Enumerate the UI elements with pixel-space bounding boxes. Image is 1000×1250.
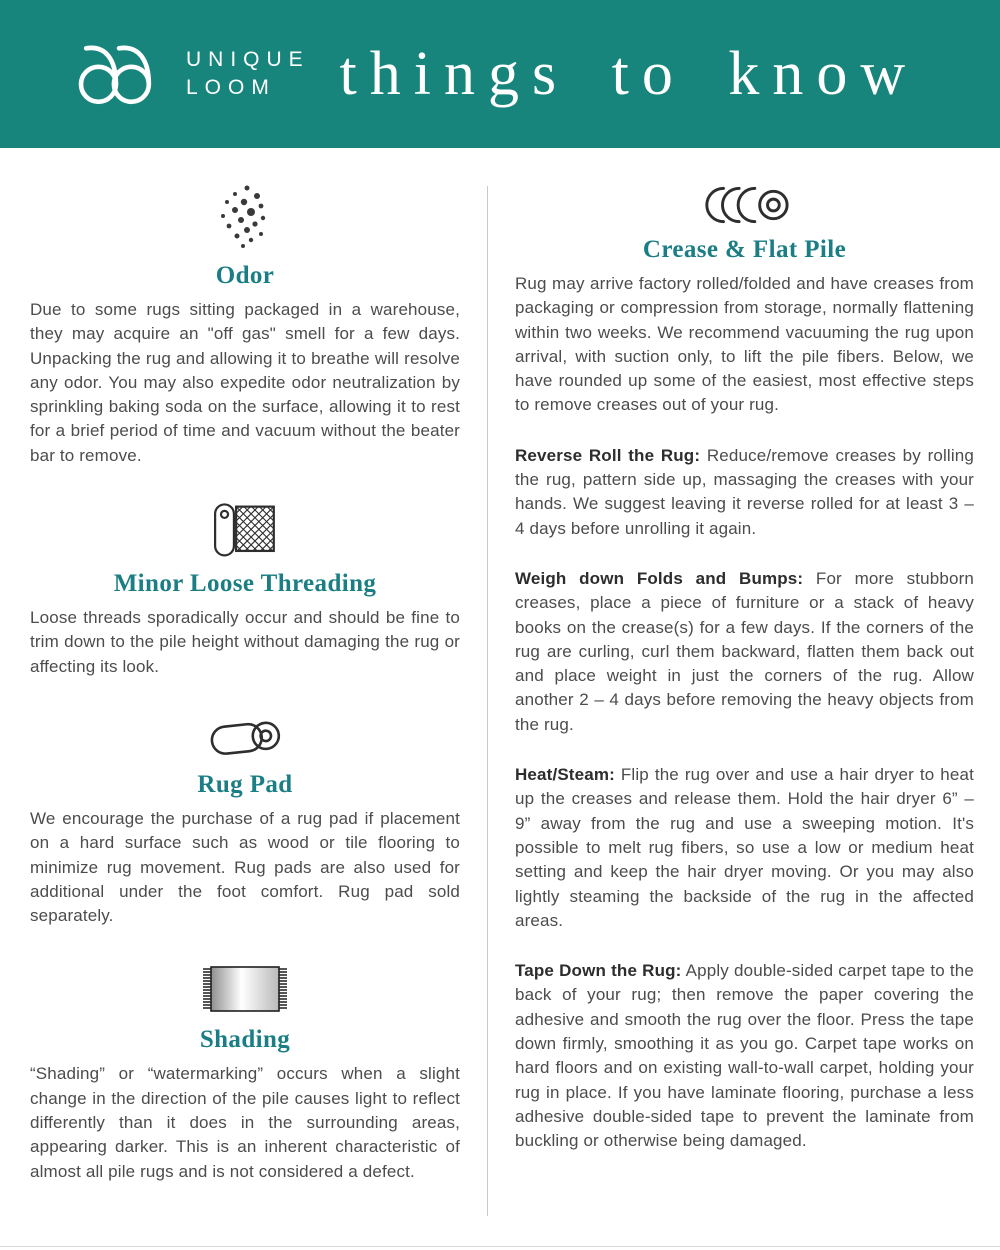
column-divider bbox=[487, 186, 488, 1216]
rolled-rug-spiral-icon bbox=[515, 182, 974, 228]
shaded-rug-icon bbox=[30, 960, 460, 1018]
step-weigh-down-label: Weigh down Folds and Bumps: bbox=[515, 568, 804, 588]
section-heading-threading: Minor Loose Threading bbox=[113, 570, 377, 598]
step-heat-steam-text: Flip the rug over and use a hair dryer to heat up the creases and release them. Hold the hair dryer 6” – 9” away from the rug and use a sweeping motion. It's possible to melt rug fibers, so use a low or medium heat setting and keep the hair dryer moving. Or you may also lightly steaming the backside of the rug in the affected areas. bbox=[515, 765, 974, 930]
section-rug-pad bbox=[30, 711, 460, 928]
step-reverse-roll bbox=[515, 444, 974, 541]
step-weigh-down bbox=[515, 567, 974, 737]
odor-dots-icon bbox=[30, 182, 460, 254]
section-minor-loose-threading bbox=[30, 500, 460, 679]
right-column bbox=[515, 182, 974, 1226]
header-banner bbox=[0, 0, 1000, 148]
section-heading-shading: Shading bbox=[199, 1026, 291, 1054]
section-body-odor: Due to some rugs sitting packaged in a warehouse, they may acquire an "off gas" smell for a few days. Unpacking the rug and allowing it to breathe will resolve any odor. You may also expedite odor neutralization by sprinkling baking soda on the surface, allowing it to rest for a brief period of time and vacuum without the beater bar to remove. bbox=[30, 300, 460, 465]
page-title: things to know bbox=[339, 39, 919, 108]
rolled-rug-pattern-icon bbox=[30, 500, 460, 562]
step-tape-down-label: Tape Down the Rug: bbox=[515, 961, 682, 981]
rug-pad-roll-icon bbox=[30, 711, 460, 763]
section-body-rug-pad: We encourage the purchase of a rug pad if placement on a hard surface such as wood or tile flooring to minimize rug movement. Rug pads are also used for additional under the foot comfort. Rug pad sold separately. bbox=[30, 808, 460, 926]
crease-intro: Rug may arrive factory rolled/folded and have creases from packaging or compression from storage, normally flattening within two weeks. We recommend vacuuming the rug upon arrival, with suction only, to lift the pile fibers. Below, we have rounded up some of the easiest, most effective steps to remove creases out of your rug. bbox=[515, 274, 974, 415]
section-heading-crease: Crease & Flat Pile bbox=[642, 236, 847, 263]
section-body-shading: “Shading” or “watermarking” occurs when a slight change in the direction of the pile causes light to reflect differently than it does in the surrounding areas, appearing darker. This is an inherent characteristic of almost all pile rugs and is not considered a defect. bbox=[30, 1064, 460, 1181]
step-heat-steam bbox=[515, 763, 974, 933]
left-column bbox=[30, 182, 460, 1226]
section-heading-rug-pad: Rug Pad bbox=[197, 770, 293, 798]
brand-line-1: UNIQUE bbox=[186, 47, 310, 71]
section-shading bbox=[30, 960, 460, 1183]
content bbox=[0, 148, 1000, 1226]
section-body-threading: Loose threads sporadically occur and should be fine to trim down to the pile height without damaging the rug or affecting its look. bbox=[30, 608, 460, 676]
bottom-divider bbox=[0, 1246, 1000, 1247]
brand-name bbox=[186, 46, 310, 103]
unique-loom-logo-icon bbox=[66, 37, 170, 111]
step-tape-down bbox=[515, 959, 974, 1153]
step-reverse-roll-label: Reverse Roll the Rug: bbox=[515, 445, 701, 465]
section-odor bbox=[30, 182, 460, 468]
step-weigh-down-text: For more stubborn creases, place a piece of furniture or a stack of heavy books on the crease(s) for a few days. If the corners of the rug are curling, curl them backward, flatten them back out and place weight in just the corners of the rug. Allow another 2 – 4 days before removing the heavy objects from the rug. bbox=[515, 568, 974, 734]
section-crease-flat-pile bbox=[515, 182, 974, 1154]
brand-line-2: LOOM bbox=[186, 76, 276, 99]
step-heat-steam-label: Heat/Steam: bbox=[515, 765, 615, 785]
brand bbox=[66, 37, 310, 111]
section-heading-odor: Odor bbox=[215, 262, 275, 289]
step-reverse-roll-text: Reduce/remove creases by rolling the rug, pattern side up, massaging the creases with your hands. We suggest leaving it reverse rolled for at least 3 – 4 days before unrolling it again. bbox=[515, 445, 974, 538]
step-tape-down-text: Apply double-sided carpet tape to the back of your rug; then remove the paper covering the adhesive and smooth the rug over the floor. Press the tape down firmly, smoothing it as you go. Carpet tape works on hard floors and on existing wall-to-wall carpet, holding your rug in place. If you have laminate flooring, purchase a less adhesive double-sided tape to prevent the laminate from buckling or otherwise being damaged. bbox=[515, 961, 974, 1151]
